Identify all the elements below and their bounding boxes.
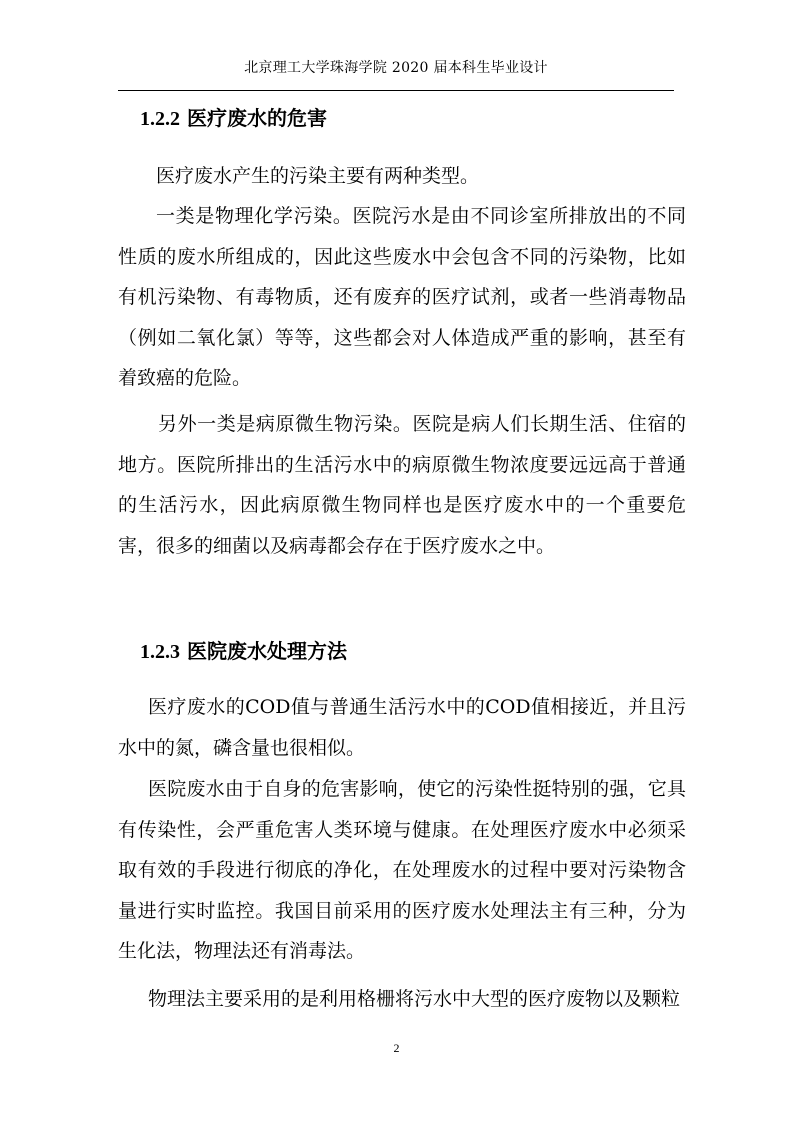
- section-heading-1-2-3: [140, 637, 347, 666]
- paragraph: 另外一类是病原微生物污染。医院是病人们长期生活、住宿的地方。医院所排出的生活污水中的病原微生物浓度要远远高于普通的生活污水，因此病原微生物同样也是医疗废水中的一个重要危害，很多的细菌以及病毒都会存在于医疗废水之中。: [118, 413, 686, 557]
- paragraph: 一类是物理化学污染。医院污水是由不同诊室所排放出的不同性质的废水所组成的，因此这些废水中会包含不同的污染物，比如有机污染物、有毒物质，还有废弃的医疗试剂，或者一些消毒物品（例如二氧化氯）等等，这些都会对人体造成严重的影响，甚至有着致癌的危险。: [118, 205, 686, 390]
- page-number: 2: [393, 1041, 400, 1055]
- section-title: 医院废水处理方法: [186, 639, 347, 663]
- paragraph: 医院废水由于自身的危害影响，使它的污染性挺特别的强，它具有传染性，会严重危害人类环境与健康。在处理医疗废水中必须采取有效的手段进行彻底的净化，在处理废水的过程中要对污染物含量进行实时监控。我国目前采用的医疗废水处理法主有三种，分为生化法，物理法还有消毒法。: [118, 778, 686, 963]
- section-number: 1.2.2: [140, 108, 180, 130]
- section-heading-1-2-2: [140, 104, 327, 133]
- page-header: 北京理工大学珠海学院 2020 届本科生毕业设计: [244, 60, 548, 76]
- header-rule: [118, 90, 674, 91]
- paragraph: 医疗废水的COD值与普通生活污水中的COD值相接近，并且污水中的氮，磷含量也很相似。: [118, 696, 686, 759]
- paragraph: 物理法主要采用的是利用格栅将污水中大型的医疗废物以及颗粒: [148, 988, 681, 1010]
- paragraph: 医疗废水产生的污染主要有两种类型。: [156, 165, 480, 187]
- section-number: 1.2.3: [140, 641, 180, 663]
- section-title: 医疗废水的危害: [186, 106, 327, 130]
